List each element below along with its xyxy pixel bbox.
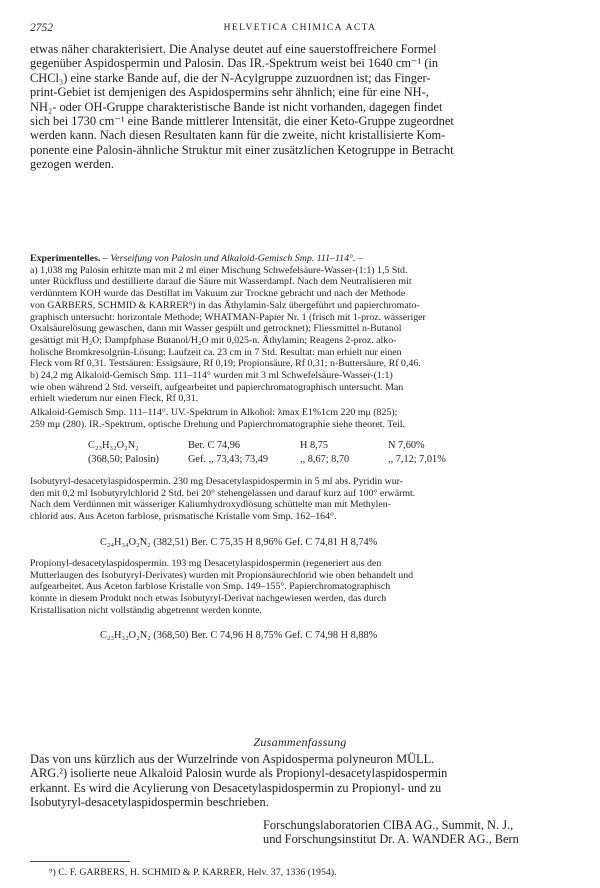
experimental-section (30, 253, 570, 405)
text-line: konnte in diesem Produkt noch etwas Isobutyryl-Derivat nachgewiesen werden, das durch (30, 593, 387, 605)
text-line: graphisch untersucht: horizontale Methode; WHATMAN-Papier Nr. 1 (frisch mit 1-proz. wässeriger (30, 311, 426, 323)
formula-cell: H 8,75 (300, 440, 329, 451)
text-line: gezogen werden. (30, 157, 114, 172)
alkaloid-analysis-row-2 (88, 454, 446, 465)
propionyl-paragraph (30, 558, 570, 617)
text-line: sich bei 1730 cm⁻¹ eine Bande mittlerer Intensität, die einer Keto-Gruppe zugeordnet (30, 114, 454, 129)
text-line: aufgearbeitet. Aus Aceton farblose Kristalle von Smp. 149–155°. Papierchromatographisch (30, 581, 391, 593)
text-line: Nach dem Verdünnen mit wässeriger Kaliumhydroxydlösung schüttelte man mit Methylen- (30, 499, 391, 511)
footnote-divider (30, 861, 130, 862)
text-line: holische Bromkresolgrün-Lösung; Laufzeit ca. 23 cm in 7 Std. Resultat: man erhielt nur einen (30, 346, 402, 358)
isobutyryl-analysis: C₂₄H₃₄O₂N₂ (382,51) Ber. C 75,35 H 8,96% Gef. C 74,81 H 8,74% (100, 537, 378, 548)
text-line: wie oben während 2 Std. verseift, aufgearbeitet und papierchromatographisch untersucht. Man (30, 381, 404, 393)
text-line: NH₂- oder OH-Gruppe charakteristische Bande ist nicht vorhanden, dagegen findet (30, 99, 443, 114)
text-line: Kristallisation nicht vollständig abgetrennt werden konnte. (30, 604, 263, 616)
text-line: print-Gebiet ist demjenigen des Aspidospermins sehr ähnlich; eine für eine NH-, (30, 85, 429, 100)
text-line: gegenüber Aspidospermin und Palosin. Das IR.-Spektrum weist bei 1640 cm⁻¹ (in (30, 56, 439, 71)
formula-cell: C₂₃H₃₂O₂N₂ (88, 440, 139, 451)
footnote: ⁹) C. F. GARBERS, H. SCHMID & P. KARRER, Helv. 37, 1336 (1954). (49, 867, 337, 878)
text-line: Fleck vom Rf 0,31. Testsäuren: Essigsäure, Rf 0,19; Propionsäure, Rf 0,31; n-Buttersäure, Rf 0,46. (30, 358, 421, 370)
text-line: verdünntem KOH wurde das Destillat im Vakuum zur Trockne gebracht und nach der Methode (30, 288, 406, 300)
running-head: HELVETICA CHIMICA ACTA (223, 23, 377, 33)
text-line: Mutterlaugen des Isobutyryl-Derivates) wurden mit Propionsäurechlorid wie oben behandelt und (30, 569, 414, 581)
affiliation-line: Forschungslaboratorien CIBA AG., Summit, N. J., (263, 818, 514, 832)
experimental-subheading: – Verseifung von Palosin und Alkaloid-Gemisch Smp. 111–114°. – (100, 253, 363, 264)
summary-paragraph (30, 752, 570, 810)
summary-title: Zusammenfassung (253, 735, 347, 749)
text-line: Isobutyryl-desacetylaspidospermin. 230 mg Desacetylaspidospermin in 5 ml abs. Pyridin wur- (30, 476, 404, 487)
text-line: b) 24,2 mg Alkaloid-Gemisch Smp. 111–114° wurden mit 3 ml Schwefelsäure-Wasser-(1:1) (30, 370, 393, 382)
alkaloid-analysis-row-1 (88, 440, 425, 451)
text-line: erkannt. Es wird die Acylierung von Desacetylaspidospermin zu Propionyl- und zu (30, 780, 442, 795)
text-line: werden kann. Nach diesen Resultaten kann für die zweite, nicht kristallisierte Kom- (30, 128, 446, 143)
affiliation-line: und Forschungsinstitut Dr. A. WANDER AG., Bern (263, 832, 519, 847)
text-line: etwas näher charakterisiert. Die Analyse deutet auf eine sauerstoffreichere Formel (30, 42, 437, 56)
alkaloid-paragraph (30, 407, 570, 430)
text-line: CHCl₃) eine starke Bande auf, die der N-Acylgruppe zuzuordnen ist; das Finger- (30, 70, 431, 85)
text-line: chlorid aus. Aus Aceton farblose, prismatische Kristalle vom Smp. 162–164°. (30, 511, 337, 523)
text-line: ARG.²) isolierte neue Alkaloid Palosin wurde als Propionyl-desacetylaspidospermin (30, 766, 448, 781)
text-line: 259 mμ (280). IR.-Spektrum, optische Drehung und Papierchromatographie siehe theoret. Teil. (30, 418, 405, 430)
affiliation (263, 818, 519, 847)
text-line: Alkaloid-Gemisch Smp. 111–114°. UV.-Spektrum in Alkohol: λmax E1%1cm 220 mμ (825); (30, 407, 398, 418)
text-line: von GARBERS, SCHMID & KARRER⁹) in das Äthylamin-Salz übergeführt und papierchromato- (30, 299, 420, 311)
experimental-heading: Experimentelles. (30, 253, 101, 264)
intro-paragraph (30, 42, 565, 172)
text-line: Das von uns kürzlich aus der Wurzelrinde von Aspidosperma polyneuron MÜLL. (30, 752, 435, 766)
formula-cell: N 7,60% (388, 440, 425, 451)
formula-cell: (368,50; Palosin) (88, 454, 159, 465)
text-line: ponente eine Palosin-ähnliche Struktur mit einer zusätzlichen Ketogruppe in Betracht (30, 142, 454, 157)
formula-cell: ,, 7,12; 7,01% (388, 454, 446, 465)
page-number: 2752 (30, 22, 53, 34)
experimental-heading-line (30, 253, 570, 265)
text-line: den mit 0,2 ml Isobutyrylchlorid 2 Std. bei 20° stehengelassen und darauf kurz auf 100° erwärmt. (30, 487, 416, 499)
text-line: gesättigt mit H₂O; Dampfphase Butanol/H₂O mit 0,025-n. Äthylamin; Reagens 2-proz. alko- (30, 334, 397, 346)
text-line: Isobutyryl-desacetylaspidospermin beschrieben. (30, 795, 269, 810)
isobutyryl-paragraph (30, 476, 570, 523)
formula-cell: Ber. C 74,96 (188, 440, 241, 451)
text-line: unter Rückfluss und destillierte darauf die Säure mit Wasserdampf. Nach dem Neutralisieren mit (30, 276, 412, 288)
text-line: a) 1,038 mg Palosin erhitzte man mit 2 ml einer Mischung Schwefelsäure-Wasser-(1:1) 1,5 Std. (30, 264, 408, 276)
text-line: Propionyl-desacetylaspidospermin. 193 mg Desacetylaspidospermin (regeneriert aus den (30, 558, 382, 569)
propionyl-analysis: C₂₃H₃₂O₂N₂ (368,50) Ber. C 74,96 H 8,75% Gef. C 74,98 H 8,88% (100, 630, 378, 641)
text-line: Oxalsäurelösung gewaschen, dann mit Wasser gespült und getrocknet); Fliessmittel n-Butanol (30, 323, 402, 335)
text-line: erhielt wiederum nur einen Fleck, Rf 0,31. (30, 393, 199, 405)
formula-cell: Gef. ,, 73,43; 73,49 (188, 454, 269, 465)
formula-cell: ,, 8,67; 8,70 (300, 454, 350, 465)
